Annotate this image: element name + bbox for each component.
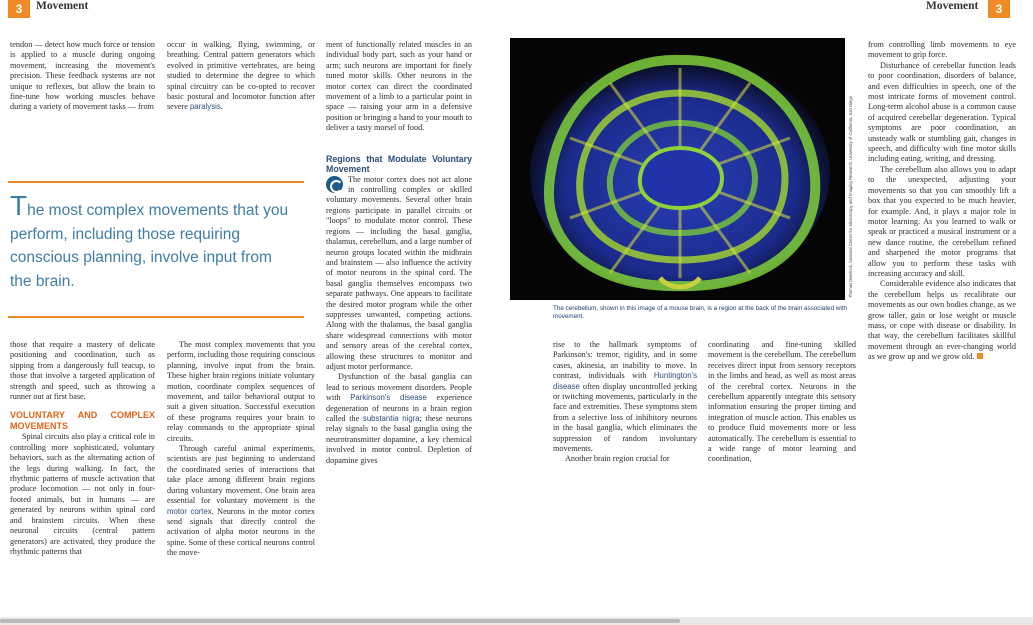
body-paragraph: The most complex movements that you perform, including those requiring conscious planning, involve input from the brain. These higher brain regions initiate voluntary motion, coordinate complex sequences of movement, and tailor behavioral output to suit a given situation. Successful execution of these programs requires your brain to relay commands to the appropriate spinal circuits.: [167, 340, 315, 443]
body-paragraph: The motor cortex does not act alone in controlling complex or skilled voluntary movements. Several other brain regions participate in parallel circuits or "loops" to modulate motor control. These regions — including the basal ganglia, thalamus, cerebellum, and a large number of neuron groups located within the midbrain and brainstem — also influence the activity of motor neurons in the spinal cord. The basal ganglia themselves encompass two separate pathways. One appears to facilitate the desired motor program while the other suppresses unwanted, competing actions. Along with the thalamus, the basal ganglia share widespread connections with motor and sensory areas of the cerebral cortex, allowing these structures to monitor and adjust motor performance.: [326, 174, 472, 371]
column-3: [326, 40, 472, 617]
ear-icon[interactable]: [326, 176, 343, 193]
body-paragraph: ment of functionally related muscles in an individual body part, such as your hand or arm; such neurons are important for finely tuned motor skills. Other neurons in the motor cortex can direct the coordinated movement of a limb to a particular point in space — raising your arm in a defensive position or bringing a hand to your mouth to deliver a tasty morsel of food.: [326, 40, 472, 133]
section-heading: VOLUNTARY AND COMPLEX MOVEMENTS: [10, 410, 155, 431]
cerebellum-image: [510, 38, 845, 300]
page-number-right: 3: [988, 0, 1010, 18]
column-2-bottom: [167, 340, 315, 617]
image-credit: Thomas Deerinck, National Center for Microscopy and Imaging Research, University of California, San Diego: [848, 95, 853, 298]
glossary-term-parkinsons[interactable]: Parkinson's disease: [350, 393, 427, 403]
column-1-bottom: [10, 340, 155, 617]
page-number-left: 3: [8, 0, 30, 18]
body-paragraph: The cerebellum also allows you to adapt to the unexpected, adjusting your movements so that you can smoothly lift a box that you expected to be much heavier, for example. And, it plays a major role in motor learning. As you learned to walk or speak or practiced a musical instrument or a new dance routine, the cerebellum refined and sharpened the motor programs that allow you to perform these tasks with increasing accuracy and skill.: [868, 164, 1016, 278]
body-paragraph: those that require a mastery of delicate positioning and coordination, such as sipping from a dangerously full teacup, to those that involve a targeted application of strength and speed, such as throwing a runner out at first base.: [10, 340, 155, 402]
end-of-article-icon: [977, 353, 983, 359]
body-paragraph: Disturbance of cerebellar function leads to poor coordination, disorders of balance, and even difficulties in speech, one of the most intricate forms of movement control. Long-term alcohol abuse is a common cause of acquired cerebellar degeneration. Typical symptoms are poor coordination, an unsteady walk or stumbling gait, changes in speech, and difficulty with fine motor skills including eating, writing, and dressing.: [868, 60, 1016, 164]
body-paragraph: Dysfunction of the basal ganglia can lead to serious movement disorders. People with Parkinson's disease experience degeneration of neurons in a brain region called the substantia nigra; these neurons relay signals to the basal ganglia using the neurotransmitter dopamine, a key chemical involved in motor control. Depletion of dopamine gives: [326, 372, 472, 465]
pullquote-drop-cap: T: [10, 190, 28, 221]
glossary-term-paralysis[interactable]: paralysis: [189, 102, 221, 112]
column-1-top: [10, 40, 155, 113]
body-paragraph: from controlling limb movements to eye movement to grip force.: [868, 40, 1016, 60]
subsection-heading: Regions that Modulate Voluntary Movement: [326, 153, 472, 175]
glossary-term-motor-cortex[interactable]: motor cortex: [167, 506, 212, 516]
cerebellum-illustration: [510, 38, 845, 300]
column-2-top: [167, 40, 315, 113]
figure-caption: The cerebellum, shown in this image of a mouse brain, is a region at the back of the brain associated with movement.: [553, 305, 848, 320]
glossary-term-substantia-nigra[interactable]: substantia nigra: [362, 414, 420, 423]
glossary-term-huntingtons[interactable]: Huntington's disease: [553, 371, 697, 391]
column-7: [868, 40, 1016, 500]
body-paragraph: Another brain region crucial for: [565, 454, 670, 464]
column-5: [553, 340, 697, 500]
pullquote-text: he most complex movements that you perform, including those requiring conscious planning, involve input from the brain.: [10, 202, 289, 290]
body-paragraph: tendon — detect how much force or tension is applied to a muscle during ongoing movement, increasing the movement's precision. These feedback systems are not unique to reflexes, but allow the brain to fine-tune how working muscles behave during a variety of movement tasks — from: [10, 40, 155, 112]
body-paragraph: occur in walking, flying, swimming, or breathing. Central pattern generators which evolved in primitive vertebrates, are being studied to determine the degree to which spinal circuitry can be co-opted to recover basic postural and locomotor function after severe paralysis.: [167, 40, 315, 112]
body-paragraph: Spinal circuits also play a critical role in controlling more sophisticated, voluntary behaviors, such as the alternating action of the legs during walking. In fact, the rhythmic patterns of muscle activation that produce locomotion — not only in four-footed animals, but in humans — are generated by neurons within spinal cord and brainstem circuits. When these neuronal circuits (central pattern generators) are activated, they produce the rhythmic patterns that: [10, 432, 155, 556]
pullquote-rule-bottom: [8, 316, 304, 318]
body-paragraph: rise to the hallmark symptoms of Parkinson's: tremor, rigidity, and in some cases, akinesia, an inability to move. In contrast, individuals with Huntington's disease often display uncontrolled jerking or twitching movements, particularly in the face and extremities. These symptoms stem from a selective loss of inhibitory neurons in the basal ganglia, which eliminates the suppression of random involuntary movements.: [553, 340, 697, 454]
body-paragraph: Through careful animal experiments, scientists are just beginning to understand the coordinated series of interactions that take place among different brain regions during voluntary movement. One brain area essential for voluntary movement is the motor cortex. Neurons in the motor cortex send signals that directly control the activation of alpha motor neurons in the spine. Some of these cortical neurons control the move-: [167, 444, 315, 558]
body-paragraph: coordinating and fine-tuning skilled movement is the cerebellum. The cerebellum receives direct input from sensory receptors in the limbs and head, as well as most areas of the cerebral cortex. Neurons in the cerebellum apparently integrate this sensory information ensuring the proper timing and integration of muscle action. This enables us to produce fluid movements more or less automatically. The cerebellum is essential to a wide range of motor learning and coordination,: [708, 340, 856, 464]
pullquote-rule-top: [8, 181, 304, 183]
running-head-left: Movement: [36, 0, 89, 12]
horizontal-scrollbar-thumb[interactable]: [0, 619, 680, 623]
column-6: [708, 340, 856, 500]
body-paragraph: Considerable evidence also indicates that the cerebellum helps us recalibrate our movements as our own bodies change, as we grow taller, gain or lose weight or muscle mass, or cope with disease or disability. In that way, the cerebellum facilitates skillful movement through an ever-changing world as we grow up and we grow old.: [868, 279, 1016, 362]
pullquote: [10, 190, 292, 293]
running-head-right: Movement: [926, 0, 979, 12]
